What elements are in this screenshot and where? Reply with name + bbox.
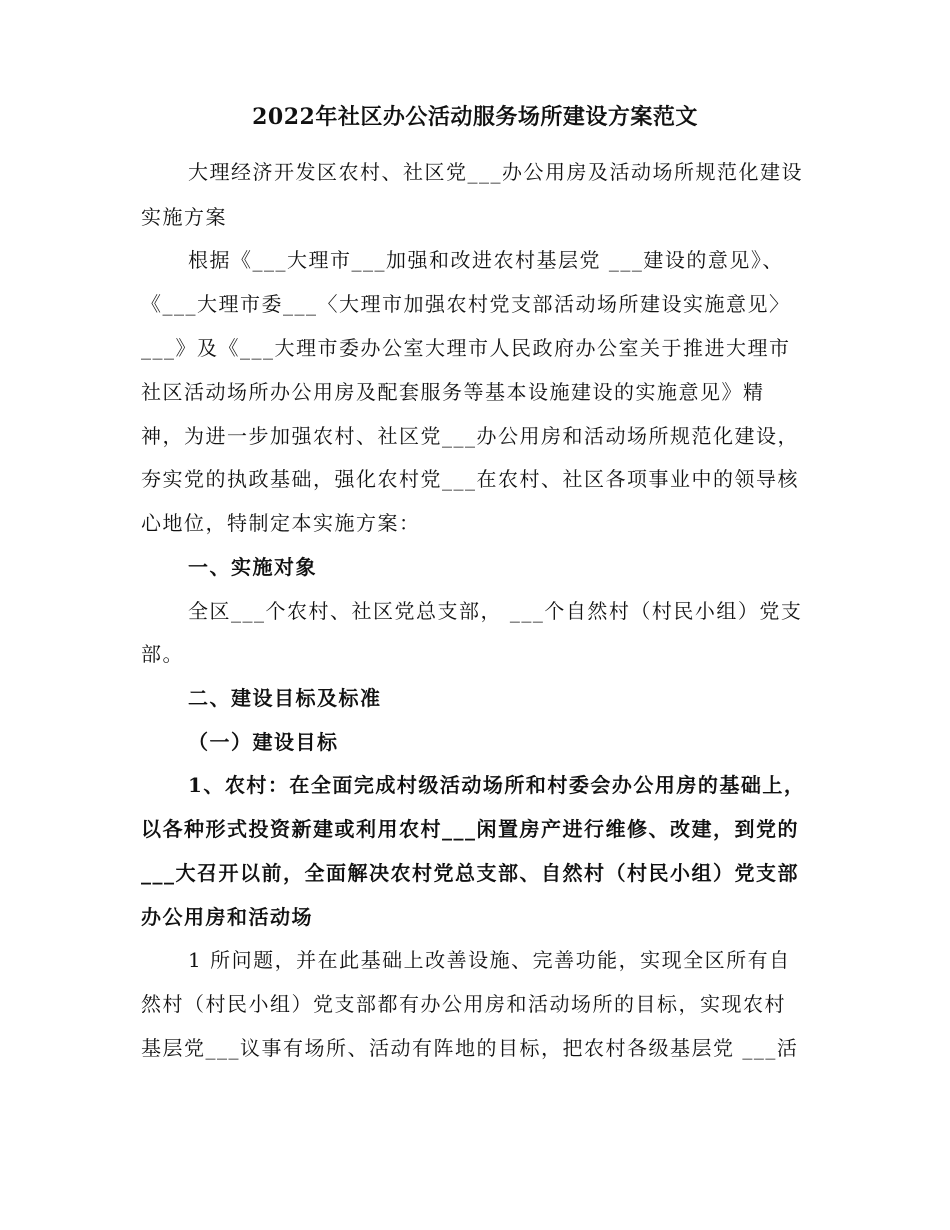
paragraph-line: 基层党___议事有场所、活动有阵地的目标，把农村各级基层党 ___活	[141, 1036, 799, 1060]
paragraph-line: 《___大理市委___〈大理市加强农村党支部活动场所建设实施意见〉	[141, 292, 791, 316]
bold-paragraph-line: 1、农村：在全面完成村级活动场所和村委会办公用房的基础上，	[188, 773, 806, 797]
paragraph-line: 夯实党的执政基础，强化农村党___在农村、社区各项事业中的领导核	[141, 467, 799, 491]
paragraph-line: 心地位，特制定本实施方案：	[141, 511, 421, 535]
bold-paragraph-line: 办公用房和活动场	[141, 905, 313, 929]
paragraph-line: 然村（村民小组）党支部都有办公用房和活动场所的目标，实现农村	[141, 992, 786, 1016]
bold-paragraph-line: 以各种形式投资新建或利用农村___闲置房产进行维修、改建，到党的	[141, 817, 799, 841]
bold-paragraph-line: ___大召开以前，全面解决农村党总支部、自然村（村民小组）党支部	[141, 861, 799, 885]
paragraph-line: 社区活动场所办公用房及配套服务等基本设施建设的实施意见》精	[141, 380, 765, 404]
paragraph-line: ___》及《___大理市委办公室大理市人民政府办公室关于推进大理市	[141, 336, 791, 360]
paragraph-line: 1 所问题，并在此基础上改善设施、完善功能，实现全区所有自	[188, 948, 791, 972]
section-heading: 二、建设目标及标准	[188, 686, 382, 710]
subsection-heading: （一）建设目标	[188, 730, 339, 754]
paragraph-line: 实施方案	[141, 205, 227, 229]
document-title: 2022年社区办公活动服务场所建设方案范文	[252, 104, 698, 130]
paragraph-line: 部。	[141, 642, 184, 666]
paragraph-line: 神，为进一步加强农村、社区党___办公用房和活动场所规范化建设，	[141, 424, 799, 448]
paragraph-line: 大理经济开发区农村、社区党___办公用房及活动场所规范化建设	[188, 160, 803, 184]
section-heading: 一、实施对象	[188, 555, 317, 579]
paragraph-line: 根据《___大理市___加强和改进农村基层党 ___建设的意见》、	[188, 248, 784, 272]
paragraph-line: 全区___个农村、社区党总支部， ___个自然村（村民小组）党支	[188, 599, 803, 623]
